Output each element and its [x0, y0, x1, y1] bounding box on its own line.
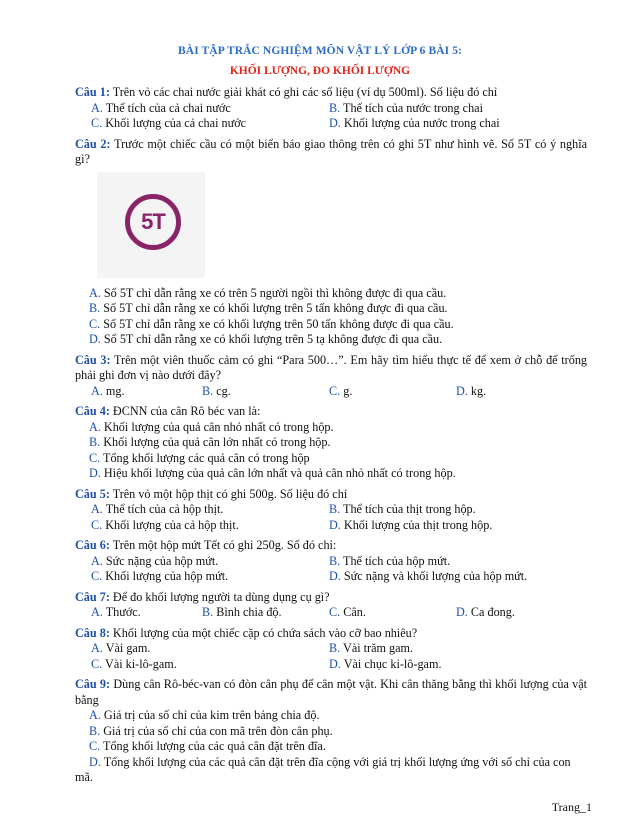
option-text: Số 5T chỉ dẫn rằng xe có khối lượng trên 5 tạ không được đi qua cầu. — [103, 332, 443, 346]
option-a — [75, 286, 587, 302]
question-label: Câu 1: — [75, 85, 110, 99]
question-label: Câu 7: — [75, 589, 110, 604]
options-row — [75, 116, 587, 132]
option-letter: C. — [89, 739, 101, 753]
option-letter: C. — [329, 383, 341, 398]
option-letter: D. — [89, 466, 101, 480]
option-c — [75, 317, 587, 333]
option-text: Khối lượng của cả hộp thịt. — [105, 517, 239, 532]
options-row — [75, 518, 587, 534]
option-text: Khối lượng của hộp mứt. — [105, 569, 229, 583]
option-letter: B. — [202, 605, 214, 619]
question-text: ĐCNN của cân Rô béc van là: — [112, 404, 261, 418]
option-letter: B. — [89, 723, 101, 738]
options-row — [75, 605, 587, 621]
option-letter: C. — [91, 656, 103, 671]
question-label: Câu 4: — [75, 404, 110, 418]
question-label: Câu 9: — [75, 677, 111, 691]
question-label: Câu 5: — [75, 486, 110, 501]
option-letter: D. — [329, 656, 341, 671]
option-text: Cân. — [343, 605, 366, 619]
option-letter: B. — [329, 100, 341, 115]
option-text: Bình chia độ. — [216, 605, 282, 619]
option-text: Ca đong. — [470, 605, 515, 619]
question-text: Trên một hộp mứt Tết có ghi 250g. Số đó chỉ: — [112, 538, 337, 552]
option-text: Tổng khối lượng các quả cân có trong hộp — [103, 450, 310, 465]
option-letter: C. — [329, 605, 341, 619]
options-row — [75, 641, 587, 657]
option-letter: D. — [329, 116, 341, 130]
option-text: Khối lượng của thịt trong hộp. — [343, 517, 493, 532]
option-letter: A. — [89, 419, 101, 434]
option-text: Vài gam. — [105, 641, 151, 655]
option-text: Vài ki-lô-gam. — [105, 656, 177, 671]
option-text: Số 5T chỉ dẫn rằng xe có trên 5 người ngồi thì không được đi qua cầu. — [103, 285, 447, 300]
option-letter: C. — [91, 569, 103, 583]
option-text: Thể tích của nước trong chai — [343, 100, 483, 115]
question-text: Trước một chiếc cầu có một biển báo giao thông trên có ghi 5T như hình vẽ. Số 5T có ý nghĩa gì? — [75, 136, 587, 166]
option-letter: A. — [91, 553, 103, 568]
question-label: Câu 6: — [75, 538, 110, 552]
option-letter: D. — [456, 383, 468, 398]
option-b — [75, 724, 587, 740]
title-line-2: KHỐI LƯỢNG, ĐO KHỐI LƯỢNG — [229, 65, 411, 77]
option-c — [75, 451, 587, 467]
option-letter: B. — [202, 383, 214, 398]
option-letter: A. — [91, 100, 103, 115]
question-4 — [75, 404, 587, 420]
option-text: cg. — [216, 383, 231, 398]
sign-text: 5T — [141, 208, 165, 234]
option-a — [75, 420, 587, 436]
option-text: mg. — [105, 383, 125, 398]
options-row — [75, 101, 587, 117]
options-row — [75, 502, 587, 518]
question-label: Câu 2: — [75, 136, 111, 151]
question-1 — [75, 85, 587, 101]
question-label: Câu 8: — [75, 625, 110, 640]
option-letter: D. — [329, 569, 341, 583]
option-letter: B. — [89, 301, 101, 315]
option-b — [75, 301, 587, 317]
option-letter: B. — [329, 641, 341, 655]
option-text: Sức nặng và khối lượng của hộp mứt. — [343, 569, 528, 583]
option-letter: C. — [89, 316, 101, 331]
option-text: Vài chục ki-lô-gam. — [343, 656, 442, 671]
options-row — [75, 569, 587, 585]
option-letter: A. — [91, 383, 103, 398]
question-text: Để đo khối lượng người ta dùng dụng cụ gì? — [112, 589, 330, 604]
option-text: Khối lượng của cả chai nước — [105, 116, 247, 130]
option-d — [75, 332, 587, 348]
option-text: g. — [343, 383, 353, 398]
question-text: Trên vỏ một hộp thịt có ghi 500g. Số liệu đó chỉ — [112, 486, 348, 501]
question-text: Trên một viên thuốc cảm có ghi “Para 500…”. Em hãy tìm hiểu thực tế để xem ở chỗ để trống phải ghi đơn vị nào dưới đây? — [75, 352, 588, 382]
option-letter: C. — [91, 517, 103, 532]
option-text: Giá trị của số chỉ của con mã trên đòn cân phụ. — [103, 723, 333, 738]
option-c — [75, 739, 587, 755]
option-letter: D. — [89, 754, 101, 769]
option-letter: D. — [456, 605, 468, 619]
option-letter: A. — [91, 641, 103, 655]
option-letter: A. — [89, 708, 101, 722]
question-3 — [75, 353, 587, 384]
option-text: Số 5T chỉ dẫn rằng xe có khối lượng trên 5 tấn không được đi qua cầu. — [103, 301, 448, 315]
option-letter: A. — [91, 605, 103, 619]
question-list — [75, 85, 587, 786]
option-text: Số 5T chỉ dẫn rằng xe có khối lượng trên 50 tấn không được đi qua cầu. — [103, 316, 454, 331]
option-text: Hiệu khối lượng của quả cân lớn nhất và quả cân nhỏ nhất có trong hộp. — [103, 466, 456, 480]
option-text: Sức nặng của hộp mứt. — [105, 553, 219, 568]
option-letter: D. — [329, 517, 341, 532]
page-footer: Trang_1 — [551, 800, 592, 814]
option-text: Khối lượng của nước trong chai — [343, 116, 500, 130]
option-text: Thể tích của cả hộp thịt. — [105, 502, 224, 516]
option-text: Vài trăm gam. — [343, 641, 414, 655]
option-d — [75, 755, 587, 786]
option-text: Tổng khối lượng của các quả cân đặt trên đĩa cộng với giá trị khối lượng ứng với số chỉ của con mã. — [75, 754, 571, 784]
option-text: Khối lượng của quả cân nhỏ nhất có trong hộp. — [103, 419, 334, 434]
question-9 — [75, 677, 587, 708]
question-text: Trên vỏ các chai nước giải khát có ghi các số liệu (ví dụ 500ml). Số liệu đó chỉ — [112, 85, 498, 99]
option-letter: B. — [329, 553, 341, 568]
option-letter: C. — [89, 450, 101, 465]
question-text: Dùng cân Rô-béc-van có đòn cân phụ để cân một vật. Khi cân thăng bằng thì khối lượng của vật bằng — [75, 677, 588, 707]
question-8 — [75, 626, 587, 642]
option-text: Thể tích của thịt trong hộp. — [343, 502, 476, 516]
option-text: kg. — [470, 383, 487, 398]
option-letter: A. — [91, 502, 103, 516]
sign-figure — [75, 168, 587, 286]
question-text: Khối lượng của một chiếc cặp có chứa sách vào cỡ bao nhiêu? — [112, 625, 418, 640]
sign-ring — [125, 194, 181, 250]
option-b — [75, 435, 587, 451]
option-text: Giá trị của số chỉ của kim trên bảng chia độ. — [103, 708, 320, 722]
option-letter: B. — [89, 435, 101, 449]
option-text: Tổng khối lượng của các quả cân đặt trên đĩa. — [103, 739, 326, 753]
title-line-1: BÀI TẬP TRẮC NGHIỆM MÔN VẬT LÝ LỚP 6 BÀI 5: — [178, 45, 462, 57]
question-2 — [75, 137, 587, 168]
options-row — [75, 384, 587, 400]
options-row — [75, 657, 587, 673]
option-letter: B. — [329, 502, 341, 516]
option-d — [75, 466, 587, 482]
question-5 — [75, 487, 587, 503]
option-letter: A. — [89, 285, 101, 300]
option-letter: D. — [89, 332, 101, 346]
option-text: Thể tích của hộp mứt. — [343, 553, 451, 568]
traffic-sign-image — [97, 172, 205, 278]
option-text: Thể tích của cả chai nước — [105, 100, 231, 115]
option-a — [75, 708, 587, 724]
option-letter: C. — [91, 116, 103, 130]
question-6 — [75, 538, 587, 554]
option-text: Thước. — [105, 605, 141, 619]
options-row — [75, 554, 587, 570]
question-label: Câu 3: — [75, 352, 111, 367]
question-7 — [75, 590, 587, 606]
option-text: Khối lượng của quả cân lớn nhất có trong hộp. — [103, 435, 331, 449]
